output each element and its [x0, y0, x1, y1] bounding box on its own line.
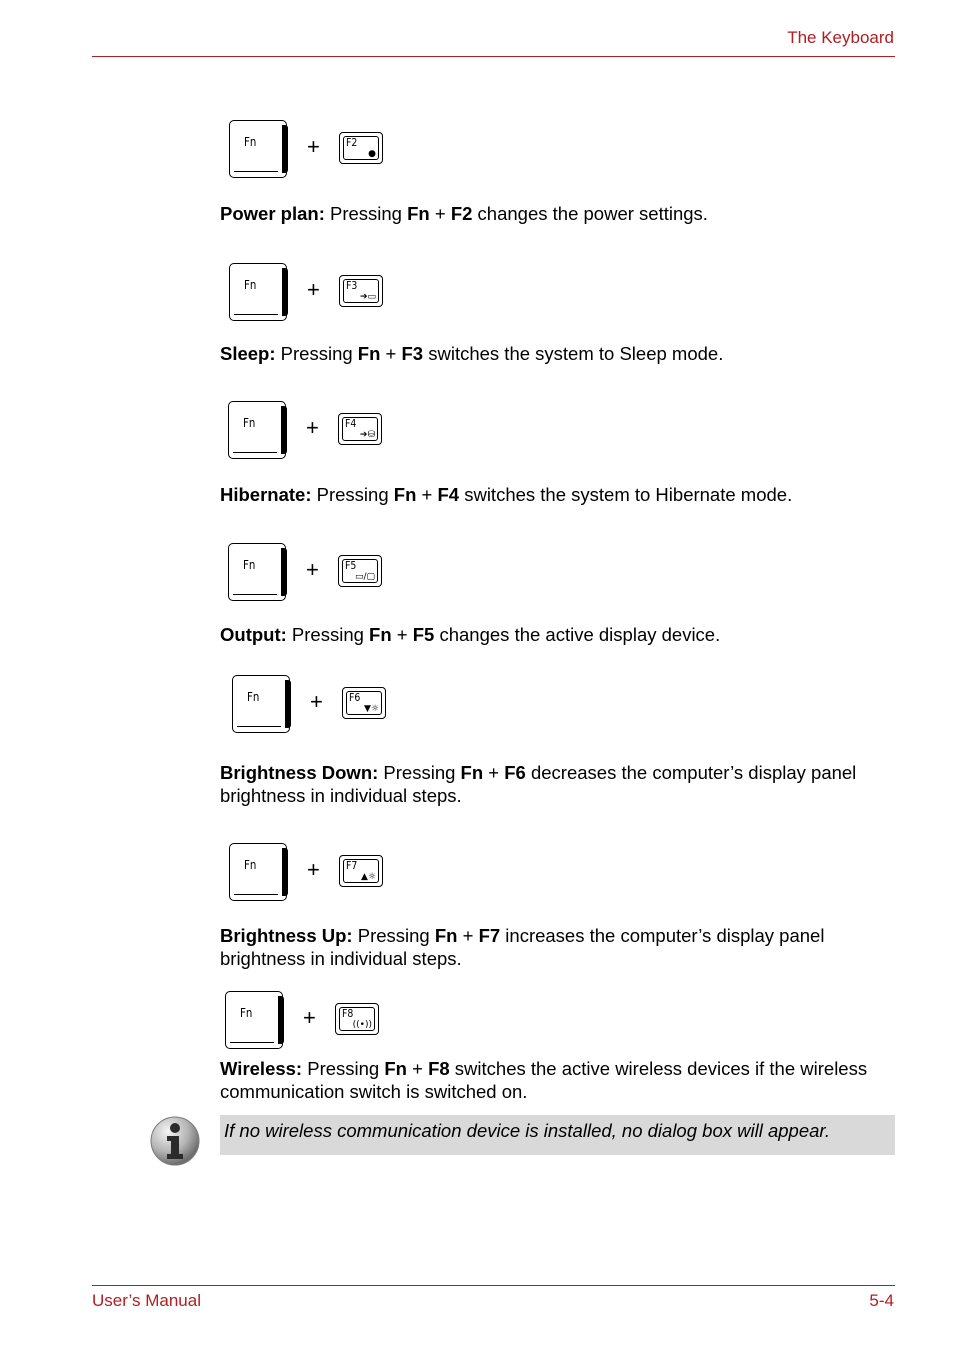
plus-sign: +: [307, 277, 320, 302]
fn-key-icon: Fn: [229, 843, 287, 901]
wireless-icon: ((•)): [352, 1020, 372, 1030]
footer-manual-title: User’s Manual: [92, 1291, 201, 1310]
fn-key-icon: Fn: [229, 120, 287, 178]
fn-key-icon: Fn: [229, 263, 287, 321]
description-brightness-up: Brightness Up: Pressing Fn + F7 increases the computer’s display panel brightness in individual steps.: [220, 925, 825, 969]
key-combo-fn-f2: [229, 120, 409, 180]
note-box: [220, 1115, 895, 1155]
description-brightness-down: Brightness Down: Pressing Fn + F6 decreases the computer’s display panel brightness in individual steps.: [220, 762, 857, 806]
fn-key-icon: Fn: [232, 675, 290, 733]
fn-key-icon: Fn: [228, 543, 286, 601]
info-icon: [150, 1116, 200, 1166]
sleep-icon: ➔▭: [359, 292, 376, 302]
f6-key-icon: F6 ▼☼: [342, 687, 386, 719]
f5-key-icon: F5 ▭/▢: [338, 555, 382, 587]
hibernate-icon: ➔⛁: [359, 430, 375, 440]
header-title: The Keyboard: [787, 28, 894, 47]
description-output: Output: Pressing Fn + F5 changes the active display device.: [220, 624, 721, 645]
key-combo-fn-f8: [225, 991, 405, 1051]
key-combo-fn-f6: [232, 675, 412, 735]
footer-page-number: 5-4: [869, 1291, 894, 1310]
note-text: If no wireless communication device is installed, no dialog box will appear.: [224, 1120, 831, 1141]
display-output-icon: ▭/▢: [354, 572, 375, 582]
f8-key-icon: F8 ((•)): [335, 1003, 379, 1035]
description-power-plan: Power plan: Pressing Fn + F2 changes the power settings.: [220, 203, 708, 224]
f3-key-icon: F3 ➔▭: [339, 275, 383, 307]
footer-rule: [92, 1285, 895, 1286]
plus-sign: +: [307, 857, 320, 882]
key-combo-fn-f3: [229, 263, 409, 323]
brightness-up-icon: ▲☼: [361, 872, 376, 882]
fn-key-icon: Fn: [228, 401, 286, 459]
description-sleep: Sleep: Pressing Fn + F3 switches the system to Sleep mode.: [220, 343, 724, 364]
description-wireless: Wireless: Pressing Fn + F8 switches the active wireless devices if the wireless communication switch is switched on.: [220, 1058, 868, 1102]
fn-key-icon: Fn: [225, 991, 283, 1049]
key-combo-fn-f7: [229, 843, 409, 903]
brightness-down-icon: ▼☼: [364, 704, 379, 714]
f2-key-icon: F2 ●: [339, 132, 383, 164]
key-combo-fn-f4: [228, 401, 408, 461]
f4-key-icon: F4 ➔⛁: [338, 413, 382, 445]
plus-sign: +: [306, 557, 319, 582]
header-rule: [92, 56, 895, 57]
plus-sign: +: [310, 689, 323, 714]
f7-key-icon: F7 ▲☼: [339, 855, 383, 887]
plus-sign: +: [307, 134, 320, 159]
description-hibernate: Hibernate: Pressing Fn + F4 switches the system to Hibernate mode.: [220, 484, 793, 505]
plus-sign: +: [306, 415, 319, 440]
key-combo-fn-f5: [228, 543, 408, 603]
plus-sign: +: [303, 1005, 316, 1030]
power-plan-icon: ●: [368, 149, 376, 159]
